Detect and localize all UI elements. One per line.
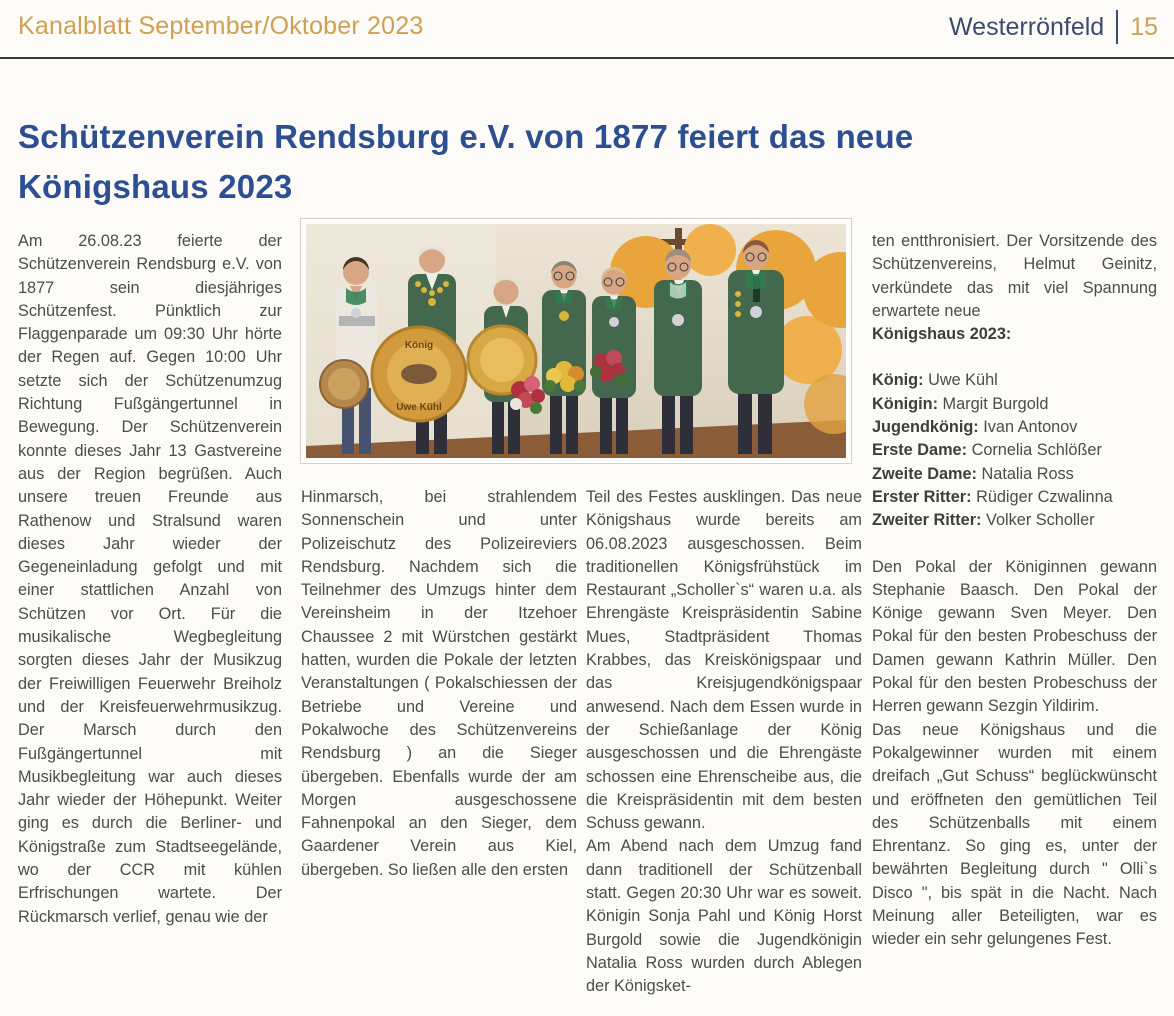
article-column-1 xyxy=(18,230,282,929)
winner-plate xyxy=(372,327,466,421)
role-label: Erster Ritter: xyxy=(872,487,972,506)
role-label: Jugendkönig: xyxy=(872,418,979,437)
role-label: Zweite Dame: xyxy=(872,464,977,483)
article-column-4 xyxy=(872,230,1157,952)
header-divider xyxy=(1116,10,1118,44)
koenigshaus-group-photo xyxy=(300,218,852,464)
role-name: Margit Burgold xyxy=(942,394,1049,413)
masthead-title: Kanalblatt September/Oktober 2023 xyxy=(18,12,424,40)
paragraph: Am Abend nach dem Umzug fand dann traditionell der Schützenball statt. Gegen 20:30 Uhr war es soweit. Königin Sonja Pahl und König Horst Burgold sowie die Jugendkönigin Natalia Ross wurden durch Ablegen der Königsket- xyxy=(586,837,862,996)
koenigshaus-entry xyxy=(872,416,1157,439)
paragraph: Hinmarsch, bei strahlendem Sonnenschein und unter Polizeischutz des Polizeireviers Rendsburg. Nachdem sich die Teilnehmer des Umzugs hinter dem Vereinsheim in der Itzehoer Chaussee 2 mit Würstchen gestärkt hatten, wurden die Pokale der letzten Veranstaltungen ( Pokalschiessen der Betriebe und Vereine und Pokalwoche des Schützenvereins Rendsburg ) an die Sieger übergeben. Ebenfalls wurde der am Morgen ausgeschossene Fahnenpokal an den Sieger, dem Gaardener Verein aus Kiel, übergeben. So ließen alle den ersten xyxy=(301,488,577,879)
section-name: Westerrönfeld xyxy=(949,12,1105,41)
role-label: Zweiter Ritter: xyxy=(872,511,982,530)
paragraph: Teil des Festes ausklingen. Das neue Königshaus wurde bereits am 06.08.2023 ausgeschossen. Beim traditionellen Königsfrühstück im Restaurant „Scholler`s“ waren u.a. als Ehrengäste Kreispräsidentin Sabine Mues, Stadtpräsident Thomas Krabbes, das Kreiskönigspaar und das Kreisjugendkönigspaar anwesend. Nach dem Essen wurde in der Schießanlage der König ausgeschossen und die Ehrengäste schossen eine Ehrenscheibe aus, die die Kreispräsidentin mit dem besten Schuss gewann. xyxy=(586,488,862,833)
role-label: Erste Dame: xyxy=(872,441,968,460)
role-name: Uwe Kühl xyxy=(928,371,998,390)
role-label: König: xyxy=(872,371,924,390)
role-label: Königin: xyxy=(872,394,939,413)
koenigshaus-entry xyxy=(872,486,1157,509)
header-right xyxy=(949,10,1158,44)
koenigshaus-entry xyxy=(872,509,1157,532)
article-title: Schützenverein Rendsburg e.V. von 1877 feiert das neue Königshaus 2023 xyxy=(18,118,914,205)
koenigshaus-entry xyxy=(872,463,1157,486)
header-rule xyxy=(0,57,1174,59)
paragraph: Am 26.08.23 feierte der Schützenverein Rendsburg e.V. von 1877 sein diesjähriges Schützenfest. Pünktlich zur Flaggenparade um 09:30 Uhr hörte der Regen auf. Gegen 10:00 Uhr setzte sich der Schützenumzug Richtung Fußgängertunnel in Bewegung. Der Schützenverein konnte dieses Jahr 13 Gastvereine aus der Region begrüßen. Auch unsere treuen Freunde aus Rathenow und Stralsund waren dieses Jahr wieder der Gegeneinladung gefolgt und mit einer stattlichen Anzahl von Schützen vor Ort. Für die musikalische Wegbegleitung sorgten dieses Jahr der Musikzug der Freiwilligen Feuerwehr Breiholz und der Kreisfeuerwehrmusikzug. Der Marsch durch den Fußgängertunnel mit Musikbegleitung war auch dieses Jahr wieder der Höhepunkt. Weiter ging es durch die Berliner- und Königstraße zum Stadtseegelände, wo der CCR mit kühlen Erfrischungen wartete. Der Rückmarsch verlief, genau wie der xyxy=(18,232,282,926)
paragraph: Das neue Königshaus und die Pokalgewinner wurden mit einem dreifach „Gut Schuss“ beglückwünscht und eröffneten den gemütlichen Teil des Schützenballs mit einem Ehrentanz. So ging es, unter der bewährten Begleitung durch " Olli`s Disco ", bis spät in die Nacht. Nach Meinung aller Beteiligten, war es wieder ein sehr gelungenes Fest. xyxy=(872,720,1157,949)
article-column-2 xyxy=(301,486,577,882)
photo-illustration xyxy=(306,224,846,458)
role-name: Volker Scholler xyxy=(986,511,1095,530)
page-number: 15 xyxy=(1130,12,1158,41)
role-name: Cornelia Schlößer xyxy=(971,441,1102,460)
koenigshaus-entry xyxy=(872,439,1157,462)
koenigshaus-entry xyxy=(872,369,1157,392)
paragraph: ten entthronisiert. Der Vorsitzende des Schützenvereins, Helmut Geinitz, verkündete das mit viel Spannung erwartete neue xyxy=(872,232,1157,320)
article-column-3 xyxy=(586,486,862,999)
paragraph: Den Pokal der Königinnen gewann Stephanie Baasch. Den Pokal der Könige gewann Sven Meyer. Den Pokal für den besten Probeschuss der Damen gewann Kathrin Müller. Den Pokal für den besten Probeschuss der Herren gewann Sezgin Yildirim. xyxy=(872,557,1157,716)
koenigshaus-entry xyxy=(872,393,1157,416)
koenigshaus-heading: Königshaus 2023: xyxy=(872,325,1012,344)
role-name: Rüdiger Czwalinna xyxy=(976,487,1113,506)
role-name: Ivan Antonov xyxy=(983,418,1078,437)
role-name: Natalia Ross xyxy=(981,464,1074,483)
plate-text-bottom: Uwe Kühl xyxy=(396,402,442,413)
plate-text-top: König xyxy=(404,340,434,351)
